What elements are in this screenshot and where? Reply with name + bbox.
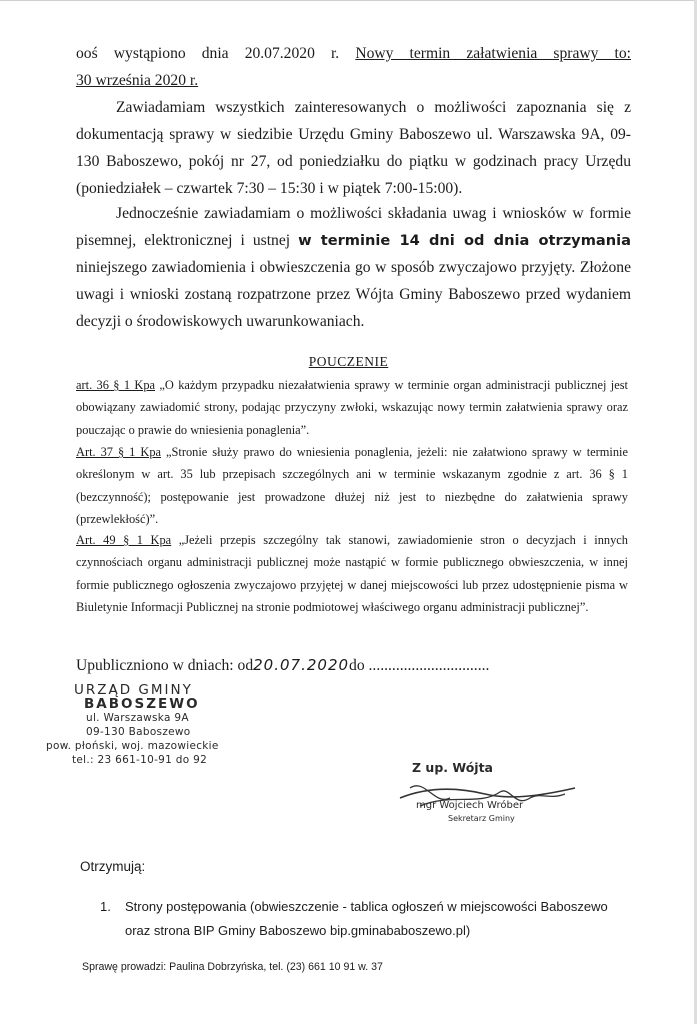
- article-ref: Art. 49 § 1 Kpa: [76, 533, 172, 547]
- published-label-from: Upubliczniono w dniach: od: [76, 657, 254, 674]
- signature-line-1: Z up. Wójta: [412, 760, 493, 775]
- signature-block: [390, 748, 590, 828]
- published-label-to: do: [349, 657, 365, 674]
- paragraph-new-deadline: [76, 40, 631, 94]
- page-top-edge: [0, 0, 697, 1]
- paragraph-comments: [76, 200, 631, 335]
- published-dates: [76, 656, 489, 675]
- deadline-intro-text: ooś wystąpiono dnia 20.07.2020 r.: [76, 45, 340, 62]
- comments-text-2: niniejszego zawiadomienia i obwieszczenia go w sposób zwyczajowo przyjęty. Złożone uwagi i wnioski zostaną rozpatrzone przez Wójta Gminy Baboszewo przed wydaniem decyzji o środowiskowych uwarunkowaniach.: [76, 259, 631, 330]
- case-handler-footer: Sprawę prowadzi: Paulina Dobrzyńska, tel. (23) 661 10 91 w. 37: [82, 961, 383, 973]
- stamp-line-5: pow. płoński, woj. mazowieckie: [46, 740, 219, 752]
- stamp-line-6: tel.: 23 661-10-91 do 92: [72, 754, 208, 766]
- published-date-from: 20.07.2020: [253, 656, 350, 674]
- signature-line-2: mgr Wojciech Wróber: [416, 800, 524, 811]
- published-dots: ...............................: [368, 657, 490, 674]
- pouczenie-item-art37: [76, 441, 628, 530]
- signature-line-3: Sekretarz Gminy: [448, 814, 515, 823]
- stamp-line-4: 09-130 Baboszewo: [86, 726, 191, 738]
- list-item: Strony postępowania (obwieszczenie - tablica ogłoszeń w miejscowości Baboszewo oraz strona BIP Gminy Baboszewo bip.gminababoszewo.pl): [125, 899, 608, 938]
- paragraph-access-docs: Zawiadamiam wszystkich zainteresowanych o możliwości zapoznania się z dokumentacją sprawy w siedzibie Urzędu Gminy Baboszewo ul. Warszawska 9A, 09-130 Baboszewo, pokój nr 27, od poniedziałku do piątku w godzinach pracy Urzędu (poniedziałek – czwartek 7:30 – 15:30 i w piątek 7:00-15:00).: [76, 99, 631, 197]
- pouczenie-item-art49: [76, 529, 628, 618]
- office-stamp: [40, 683, 280, 767]
- article-ref: art. 36 § 1 Kpa: [76, 378, 156, 392]
- pouczenie-title: POUCZENIE: [308, 354, 389, 369]
- pouczenie-item-art36: [76, 374, 628, 441]
- deadline-label: Nowy termin załatwienia sprawy to:: [355, 45, 632, 62]
- article-text: „O każdym przypadku niezałatwienia sprawy w terminie organ administracji publicznej jest obowiązany zawiadomić strony, podając przyczyny zwłoki, wskazując nowy termin załatwienia sprawy oraz pouczając o prawie do wniesienia ponaglenia”.: [76, 378, 628, 437]
- list-item-number: 1.: [100, 899, 111, 914]
- stamp-line-2: BABOSZEWO: [84, 696, 200, 712]
- article-ref: Art. 37 § 1 Kpa: [76, 445, 162, 459]
- stamp-line-3: ul. Warszawska 9A: [86, 712, 189, 724]
- article-text: „Jeżeli przepis szczególny tak stanowi, zawiadomienie stron o decyzjach i innych czynnościach organu administracji publicznej może nastąpić w formie publicznego obwieszczenia, w innej formie publicznego ogłoszenia zwyczajowo przyjętej w danej miejscowości lub przez udostępnienie pisma w Biuletynie Informacji Publicznej na stronie podmiotowej właściwego organu administracji publicznej”.: [76, 533, 628, 614]
- deadline-date: 30 września 2020 r.: [76, 72, 199, 89]
- comments-text-1: Jednocześnie zawiadamiam o możliwości składania uwag i wniosków w formie pisemnej, elektronicznej i ustnej: [76, 205, 631, 249]
- comments-deadline-bold: w terminie 14 dni od dnia otrzymania: [298, 232, 631, 249]
- stamp-line-1: URZĄD GMINY: [74, 682, 193, 698]
- recipients-title: Otrzymują:: [80, 859, 146, 874]
- article-text: „Stronie służy prawo do wniesienia ponaglenia, jeżeli: nie załatwiono sprawy w terminie określonym w art. 35 lub przepisach szczególnych ani w terminie wskazanym zgodnie z art. 36 § 1 (bezczynność); postępowanie jest prowadzone dłużej niż jest to niezbędne do załatwienia sprawy (przewlekłość)”.: [76, 445, 628, 526]
